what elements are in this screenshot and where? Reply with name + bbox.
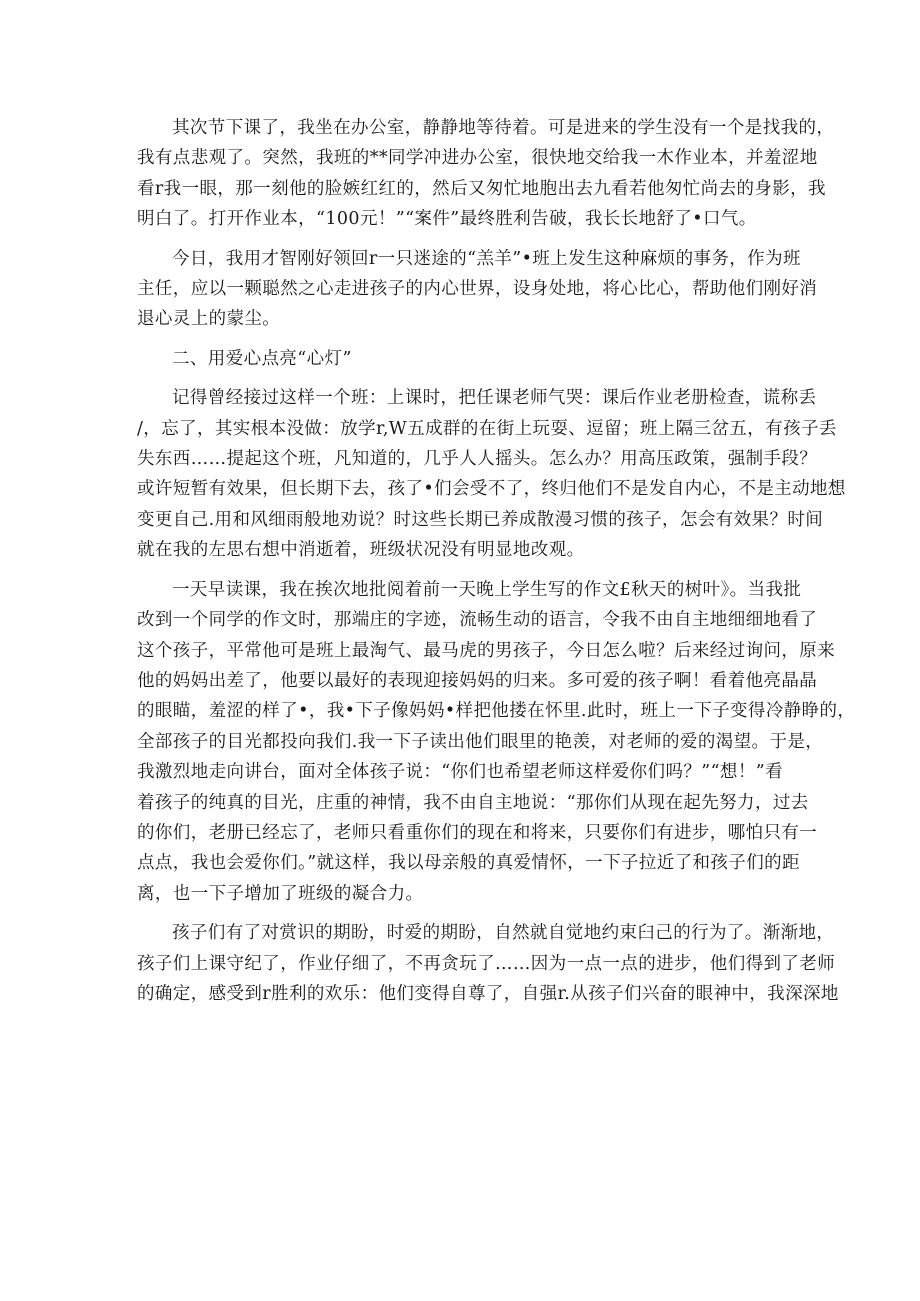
text-line: 这个孩子，平常他可是班上最淘气、最马虎的男孩子，今日怎么啦？后来经过询问，原来	[137, 640, 836, 661]
text-line: /，忘了，其实根本没做：放学r,W五成群的在街上玩耍、逗留；班上隔三岔五，有孩子丢	[137, 418, 837, 439]
text-line: 我激烈地走向讲台，面对全体孩子说：“你们也希望老师这样爱你们吗？”“想！”看	[137, 762, 783, 783]
text-line: 主任，应以一颗聪然之心走进孩子的内心世界，设身处地，将心比心，帮助他们刚好消	[137, 279, 818, 300]
text-line: 变更自己.用和风细雨般地劝说？时这些长期已养成散漫习惯的孩子，怎会有效果？时间	[137, 509, 824, 530]
text-line: 改到一个同学的作文时，那端庄的字迹，流畅生动的语言，令我不由自主地细细地看了	[137, 610, 818, 631]
document-body	[137, 113, 856, 1018]
text-line: 他的妈妈出差了，他要以最好的表现迎接妈妈的归来。多可爱的孩子啊！看着他亮晶晶	[137, 670, 818, 691]
text-line: 的你们，老册已经忘了，老师只看重你们的现在和将来，只要你们有进步，哪怕只有一	[137, 822, 818, 843]
text-line: 退心灵上的蒙尘。	[137, 309, 281, 330]
text-line: 就在我的左思右想中消逝着，班级状况没有明显地改观。	[137, 540, 585, 561]
text-line: 看r我一眼，那一刻他的脸嫉红红的，然后又匆忙地胞出去九看若他匆忙尚去的身影，我	[137, 178, 826, 199]
text-line: 我有点悲观了。突然，我班的**同学冲进办公室，很快地交给我一木作业本，并羞涩地	[137, 148, 818, 169]
text-line: 离，也一下子增加了班级的凝合力。	[137, 883, 424, 904]
text-line: 着孩子的纯真的目光，庄重的神情，我不由自主地说：“那你们从现在起先努力，过去	[137, 792, 809, 813]
text-line: 点点，我也会爱你们。”就这样，我以母亲般的真爱情怀，一下子拉近了和孩子们的距	[137, 853, 800, 874]
paragraph-5	[137, 918, 839, 1009]
text-line: 全部孩子的目光都投向我们.我一下子读出他们眼里的艳羡，对老师的爱的渴望。于是，	[137, 731, 824, 752]
section-heading: 二、用爱心点亮“心灯”	[172, 348, 352, 369]
text-line: 的眼瞄，羞涩的样了•，我•下子像妈妈•样把他搂在怀里.此时，班上一下子变得冷静睁的，	[137, 701, 856, 722]
text-line: 今日，我用才智刚好领回r一只迷途的“羔羊”•班上发生这种麻烦的事务，作为班	[172, 248, 801, 269]
text-line: 孩子们有了对赏识的期盼，时爱的期盼，自然就自觉地约束臼己的行为了。渐渐地，	[172, 923, 835, 944]
text-line: 或许短暂有效果，但长期下去，孩了•们会受不了，终归他们不是发自内心，不是主动地想	[137, 479, 846, 500]
paragraph-2	[137, 244, 818, 335]
text-line: 失东西……提起这个班，凡知道的，几乎人人摇头。怎么办？用高压政策，强制手段？	[137, 449, 818, 470]
text-line: 的确定，感受到r胜利的欢乐：他们变得自尊了，自强r.从孩子们兴奋的眼神中，我深深地	[137, 983, 839, 1004]
paragraph-4	[137, 575, 856, 909]
text-line: 其次节下课了，我坐在办公室，静静地等待着。可是进来的学生没有一个是找我的，	[172, 118, 835, 138]
text-line: 记得曾经接过这样一个班：上课时，把任课老师气哭：课后作业老册检查，谎称丢	[172, 388, 817, 409]
paragraph-1	[137, 113, 835, 235]
text-line: 明白了。打开作业本，“100元！”“案件”最终胜利告破，我长长地舒了•口气。	[137, 209, 757, 230]
text-line: 一天早读课，我在挨次地批阅着前一天晚上学生写的作文£秋天的树叶》。当我批	[172, 579, 802, 600]
text-line: 孩子们上课守纪了，作业仔细了，不再贪玩了……因为一点一点的进步，他们得到了老师	[137, 953, 836, 974]
paragraph-3	[137, 383, 846, 565]
